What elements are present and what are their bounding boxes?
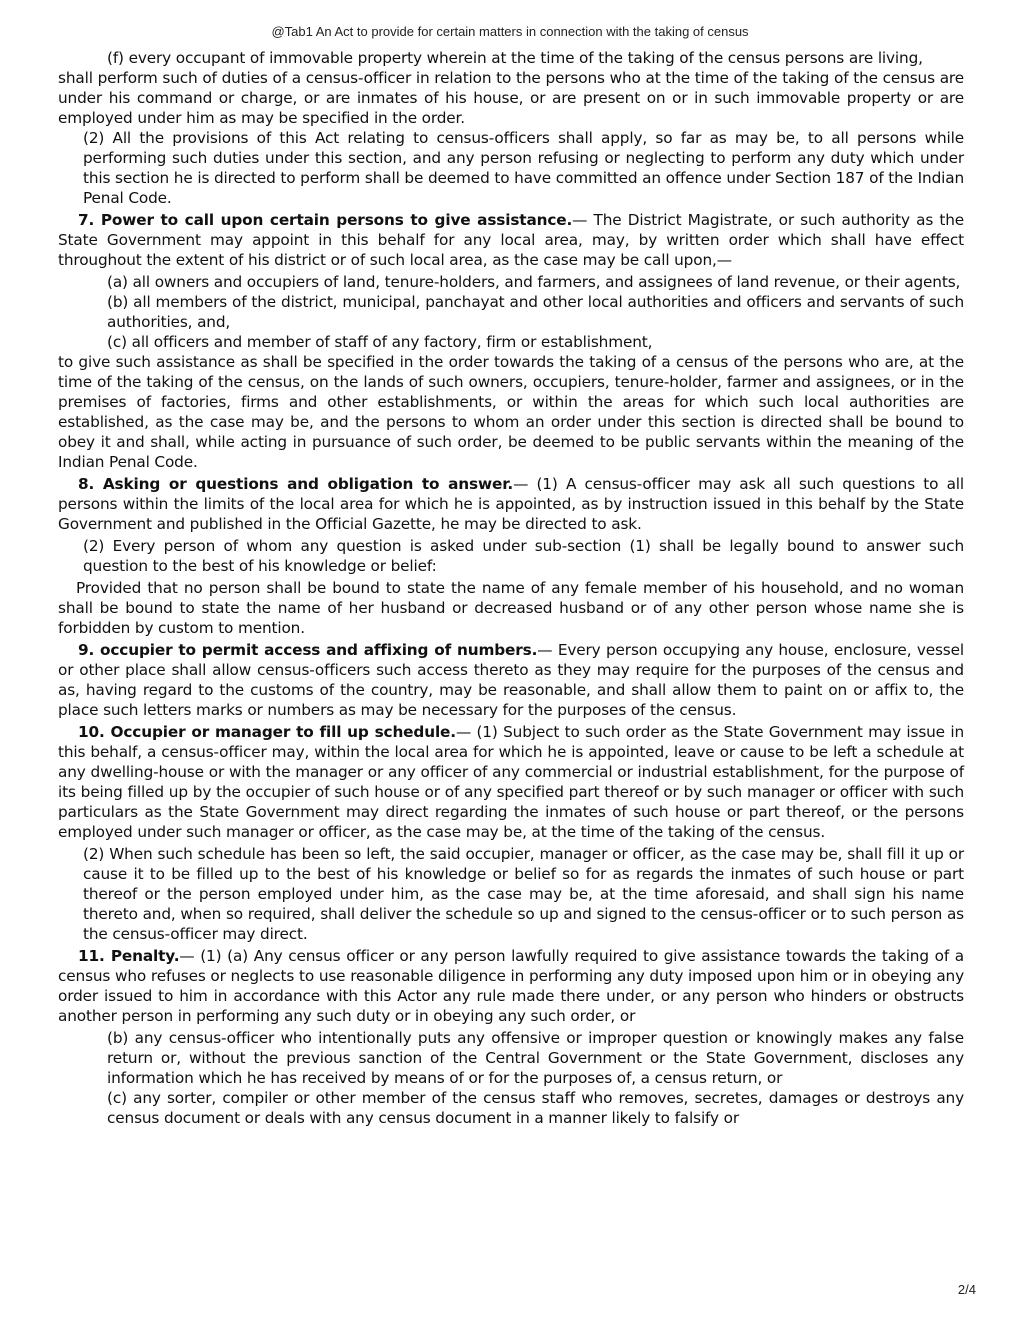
section-11-clause-c: (c) any sorter, compiler or other member of the census staff who removes, secretes, damages or destroys any census document or deals with any census document in a manner likely to falsify or: [107, 1089, 964, 1127]
section-10-subsection-2: (2) When such schedule has been so left, the said occupier, manager or officer, as the case may be, shall fill it up or cause it to be filled up to the best of his knowledge or belief so for as regards the inmates of such house or part thereof or the person employed under him, as the case may be, at the time aforesaid, and shall sign his name thereto and, when so required, shall deliver the schedule so up and signed to the census-officer or to such person as the census-officer may direct.: [83, 845, 964, 943]
section-7-heading: 7. Power to call upon certain persons to give assistance.: [78, 211, 573, 229]
section-7-continuation: to give such assistance as shall be specified in the order towards the taking of a census of the persons who are, at the time of the taking of the census, on the lands of such owners, occupiers, tenure-holder, farmer and assignees, or in the premises of factories, firms and other establishments, or within the areas for which such local authorities are established, as the case may be, and the persons to whom an order under this section is directed shall be bound to obey it and shall, while acting in pursuance of such order, be deemed to be public servants within the meaning of the Indian Penal Code.: [58, 353, 964, 471]
page-header: @Tab1 An Act to provide for certain matters in connection with the taking of census: [271, 24, 749, 39]
section-8-heading: 8. Asking or questions and obligation to answer.: [78, 475, 514, 493]
section-11-text: — (1) (a) Any census officer or any person lawfully required to give assistance towards the taking of a census who refuses or neglects to use reasonable diligence in performing any duty imposed upon him or in obeying any order issued to him in accordance with this Actor any rule made there under, or any person who hinders or obstructs another person in performing any such duty or in obeying any such order, or: [58, 947, 965, 1025]
clause-f-continuation: shall perform such of duties of a census-officer in relation to the persons who at the time of the taking of the census are under his command or charge, or are inmates of his house, or are present on or in such immovable property or are employed under him as may be specified in the order.: [58, 69, 964, 127]
section-10-text: — (1) Subject to such order as the State Government may issue in this behalf, a census-officer may, within the local area for which he is appointed, leave or cause to be left a schedule at any dwelling-house or with the manager or any officer of any commercial or industrial establishment, for the purpose of its being filled up by the occupier of such house or of any specified part thereof or by such manager or officer with such particulars as the State Government may direct regarding the inmates of such house or part thereof, or the persons employed under such manager or officer, as the case may be, at the time of the taking of the census.: [58, 723, 964, 841]
section-8-text: — (1) A census-officer may ask all such questions to all persons within the limits of the local area for which he is appointed, as by instruction issued in this behalf by the State Government and published in the Official Gazette, he may be directed to ask.: [58, 475, 964, 533]
section-9: [58, 640, 964, 720]
page-number: 2/4: [957, 1282, 976, 1297]
section-8-subsection-2: (2) Every person of whom any question is asked under sub-section (1) shall be legally bound to answer such question to the best of his knowledge or belief:: [83, 537, 964, 575]
section-7-clause-b: (b) all members of the district, municipal, panchayat and other local authorities and officers and servants of such authorities, and,: [107, 293, 964, 331]
section-8-proviso: Provided that no person shall be bound to state the name of any female member of his household, and no woman shall be bound to state the name of her husband or decreased husband or of any other person whose name she is forbidden by custom to mention.: [58, 579, 964, 637]
section-7-clause-a: (a) all owners and occupiers of land, tenure-holders, and farmers, and assignees of land revenue, or their agents,: [107, 273, 961, 291]
section-10: [58, 722, 964, 842]
section-10-heading: 10. Occupier or manager to fill up schedule.: [78, 723, 456, 741]
section-6-subsection-2: (2) All the provisions of this Act relating to census-officers shall apply, so far as may be, to all persons while performing such duties under this section, and any person refusing or neglecting to perform any duty which under this section he is directed to perform shall be deemed to have committed an offence under Section 187 of the Indian Penal Code.: [83, 129, 964, 207]
section-11: [58, 946, 964, 1026]
document-body: [58, 48, 964, 1128]
section-7-clause-c: (c) all officers and member of staff of any factory, firm or establishment,: [107, 333, 653, 351]
clause-f: (f) every occupant of immovable property wherein at the time of the taking of the census persons are living,: [107, 49, 923, 67]
section-8: [58, 474, 964, 534]
section-11-clause-b: (b) any census-officer who intentionally puts any offensive or improper question or knowingly makes any false return or, without the previous sanction of the Central Government or the State Government, discloses any information which he has received by means of or for the purposes of, a census return, or: [107, 1029, 964, 1087]
section-11-heading: 11. Penalty.: [78, 947, 180, 965]
section-9-text: — Every person occupying any house, enclosure, vessel or other place shall allow census-officers such access thereto as they may require for the purposes of the census and as, having regard to the customs of the country, may be reasonable, and shall allow them to paint on or affix to, the place such letters marks or numbers as may be necessary for the purposes of the census.: [58, 641, 964, 719]
section-7: [58, 210, 964, 270]
section-7-text: — The District Magistrate, or such authority as the State Government may appoint in this behalf for any local area, may, by written order which shall have effect throughout the extent of his district or of such local area, as the case may be call upon,—: [58, 211, 965, 269]
section-9-heading: 9. occupier to permit access and affixing of numbers.: [78, 641, 538, 659]
